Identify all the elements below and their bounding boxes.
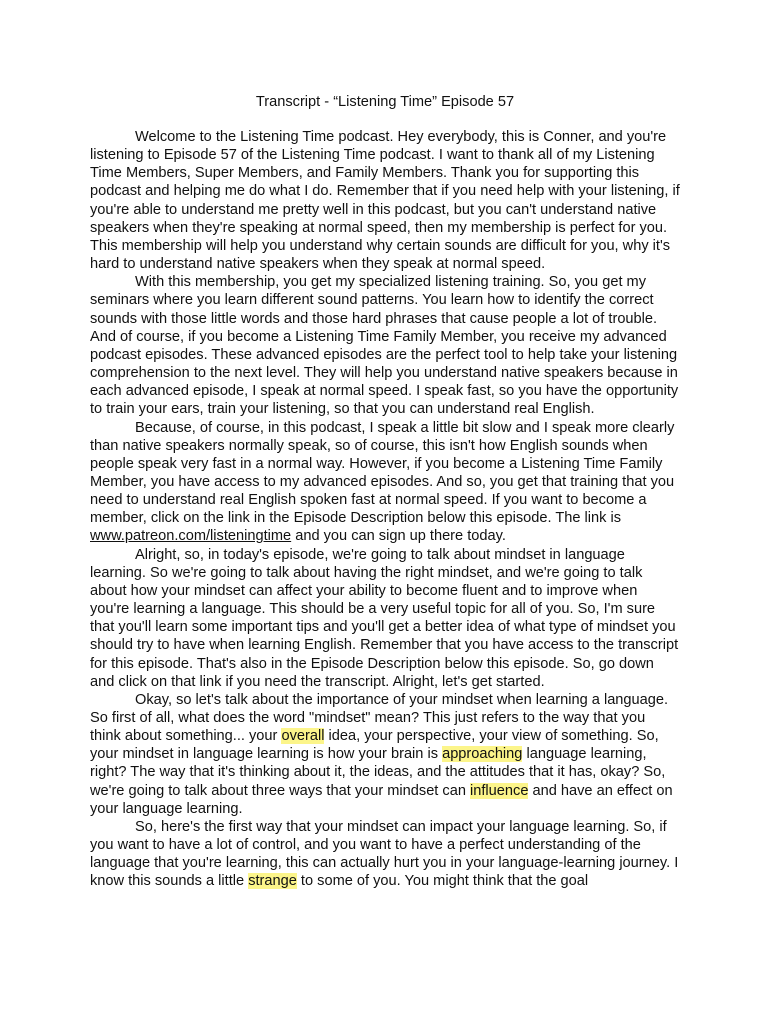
paragraph bbox=[90, 818, 680, 891]
paragraph-text: Because, of course, in this podcast, I speak a little bit slow and I speak more clearly than native speakers normally speak, so of course, this isn't how English sounds when people speak very fast in a normal way. However, if you become a Listening Time Family Member, you have access to my advanced episodes. And so, you get that training that you need to understand real English spoken fast at normal speed. If you want to become a member, click on the link in the Episode Description below this episode. The link is bbox=[90, 419, 675, 527]
paragraph bbox=[90, 128, 680, 273]
paragraph bbox=[90, 273, 680, 418]
paragraph-text: Okay, so let's talk about the importance of your mindset when learning a language. So first of all, what does the word "mindset" mean? This just refers to the way that you think about something... your bbox=[90, 691, 669, 745]
paragraph-text: and have an effect on your language learning. bbox=[90, 782, 673, 817]
paragraph-text: With this membership, you get my specialized listening training. So, you get my seminars where you learn different sound patterns. You learn how to identify the correct sounds with those little words and those hard phrases that cause people a lot of trouble. And of course, if you become a Listening Time Family Member, you receive my advanced podcast episodes. These advanced episodes are the perfect tool to help take your listening comprehension to the next level. They will help you understand native speakers because in each advanced episode, I speak at normal speed. I speak fast, so you have the opportunity to train your ears, train your listening, so that you can understand real English. bbox=[90, 274, 679, 418]
document-title: Transcript - “Listening Time” Episode 57 bbox=[255, 94, 515, 110]
highlighted-word: overall bbox=[281, 728, 325, 745]
document-body bbox=[90, 128, 680, 891]
patreon-link[interactable]: www.patreon.com/listeningtime bbox=[90, 528, 292, 545]
highlighted-word: approaching bbox=[442, 746, 523, 763]
paragraph bbox=[90, 419, 680, 546]
paragraph-text: So, here's the first way that your mindset can impact your language learning. So, if you want to have a lot of control, and you want to have a perfect understanding of the language that you're learning, this can actually hurt you in your language-learning journey. I know this sounds a little bbox=[90, 818, 679, 890]
paragraph-text: and you can sign up there today. bbox=[291, 528, 506, 545]
paragraph-text: idea, your perspective, your view of something. So, your mindset in language learning is how your brain is bbox=[90, 728, 659, 763]
paragraph bbox=[90, 546, 680, 691]
paragraph-text: to some of you. You might think that the goal bbox=[296, 873, 589, 890]
paragraph-text: language learning, right? The way that it's thinking about it, the ideas, and the attitudes that it has, okay? So, we're going to talk about three ways that your mindset can bbox=[90, 746, 666, 799]
highlighted-word: influence bbox=[470, 782, 529, 799]
highlighted-word: strange bbox=[248, 873, 297, 890]
paragraph bbox=[90, 691, 680, 818]
paragraph-text: Welcome to the Listening Time podcast. Hey everybody, this is Conner, and you're listening to Episode 57 of the Listening Time podcast. I want to thank all of my Listening Time Members, Super Members, and Family Members. Thank you for supporting this podcast and helping me do what I do. Remember that if you need help with your listening, if you're able to understand me pretty well in this podcast, but you can't understand native speakers when they're speaking at normal speed, then my membership is perfect for you. This membership will help you understand why certain sounds are difficult for you, why it's hard to understand native speakers when they speak at normal speed. bbox=[90, 129, 680, 273]
paragraph-text: Alright, so, in today's episode, we're going to talk about mindset in language learning. So we're going to talk about having the right mindset, and we're going to talk about how your mindset can affect your ability to become fluent and to improve when you're learning a language. This should be a very useful topic for all of you. So, I'm sure that you'll learn some important tips and you'll get a better idea of what type of mindset you should try to have when learning English. Remember that you have access to the transcript for this episode. That's also in the Episode Description below this episode. So, go down and click on that link if you need the transcript. Alright, let's get started. bbox=[90, 546, 679, 690]
